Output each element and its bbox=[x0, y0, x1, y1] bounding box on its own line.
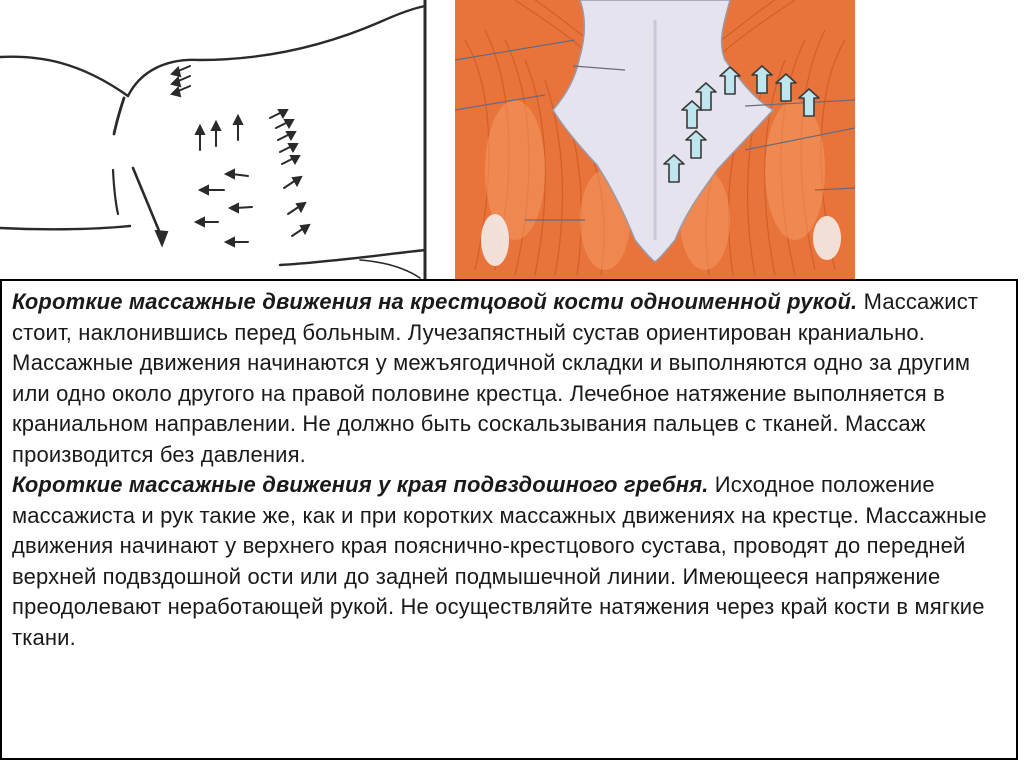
sacral-muscle-anatomy bbox=[455, 0, 855, 280]
sacrum-stroke-diagram bbox=[0, 0, 428, 280]
sacrum-stroke-drawing bbox=[0, 0, 428, 280]
para1-heading: Короткие массажные движения на крестцовой кости одноименной рукой. bbox=[12, 289, 858, 314]
description-text bbox=[12, 287, 1006, 470]
para1-body: Массажист стоит, наклонившись перед больным. Лучезапястный сустав ориентирован краниально. Массажные движения начинаются у межъягодичной складки и выполняются одно за другим или одно около другого на правой половине крестца. Лечебное натяжение выполняется в краниальном направлении. Не должно быть соскальзывания пальцев с тканей. Массаж производится без давления. bbox=[12, 289, 979, 467]
description-text-2 bbox=[12, 470, 1006, 653]
para2-body: Исходное положение массажиста и рук такие же, как и при коротких массажных движениях на крестце. Массажные движения начинают у верхнего края пояснично-крестцового сустава, проводят до передней верхней подвздошной ости или до задней подмышечной линии. Имеющееся напряжение преодолевают неработающей рукой. Не осуществляйте натяжения через край кости в мягкие ткани. bbox=[12, 472, 987, 650]
figure-row bbox=[0, 0, 1024, 280]
para2-heading: Короткие массажные движения у края подвздошного гребня. bbox=[12, 472, 709, 497]
sacral-muscle-drawing bbox=[455, 0, 855, 280]
description-text-box bbox=[0, 279, 1018, 760]
